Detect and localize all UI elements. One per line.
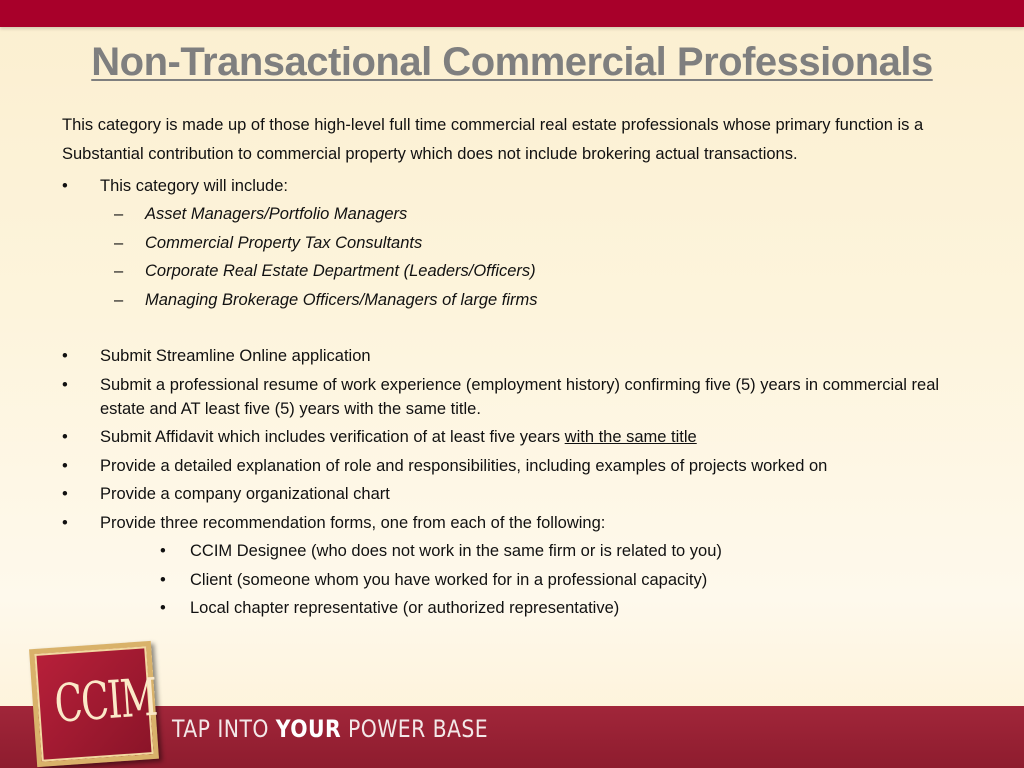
recommendation-item (62, 596, 942, 620)
intro-paragraph: This category is made up of those high-level full time commercial real estate professionals whose primary function is a Substantial contribution to commercial property which does not include brokering actual transactions. (62, 116, 924, 163)
requirement-item (62, 344, 942, 368)
dash-icon: – (114, 290, 124, 309)
requirement-label: Submit a professional resume of work experience (employment history) confirming five (5) years in commercial real estate and AT least five (5) years with the same title. (100, 375, 940, 418)
requirement-label: Provide a detailed explanation of role and responsibilities, including examples of projects worked on (100, 456, 828, 475)
ccim-logo (29, 641, 159, 767)
role-item (62, 288, 942, 312)
bullet-icon: • (62, 428, 68, 446)
slide-body (62, 111, 942, 620)
affidavit-emphasis: with the same title (564, 428, 697, 446)
requirement-item (62, 425, 942, 449)
requirement-item (62, 511, 942, 535)
bullet-icon: • (62, 485, 68, 503)
bullet-icon: • (62, 176, 68, 195)
list-item-category (62, 174, 942, 198)
role-label: Managing Brokerage Officers/Managers of large firms (145, 290, 538, 309)
tagline-bold: YOUR (275, 715, 342, 743)
requirement-item (62, 482, 942, 506)
bullet-icon: • (160, 570, 166, 589)
main-list (62, 174, 942, 621)
role-label: Commercial Property Tax Consultants (145, 233, 423, 252)
dash-icon: – (114, 205, 124, 223)
requirement-item (62, 454, 942, 478)
recommendation-item (62, 568, 942, 592)
role-item (62, 259, 942, 283)
requirement-item (62, 373, 942, 421)
requirement-label: Provide three recommendation forms, one from each of the following: (100, 513, 606, 532)
bullet-icon: • (62, 513, 68, 532)
role-item (62, 231, 942, 255)
tagline-end: POWER BASE (341, 715, 489, 743)
dash-icon: – (114, 233, 124, 252)
bullet-icon: • (160, 542, 166, 560)
top-accent-bar (0, 0, 1024, 27)
tagline-start: TAP INTO (172, 715, 276, 743)
footer-tagline (172, 715, 488, 743)
list-spacer (62, 312, 942, 340)
role-label: Corporate Real Estate Department (Leaders/Officers) (145, 262, 536, 280)
requirement-label: Submit Streamline Online application (100, 347, 371, 365)
requirement-label: Provide a company organizational chart (100, 485, 390, 503)
logo-text: CCIM (52, 667, 159, 735)
role-item (62, 202, 942, 226)
role-label: Asset Managers/Portfolio Managers (145, 205, 408, 223)
recommendation-label: CCIM Designee (who does not work in the same firm or is related to you) (190, 542, 722, 560)
bullet-icon: • (62, 456, 68, 475)
category-heading: This category will include: (100, 176, 288, 195)
dash-icon: – (114, 262, 124, 280)
bullet-icon: • (62, 375, 68, 394)
recommendation-label: Client (someone whom you have worked for in a professional capacity) (190, 570, 708, 589)
recommendation-item (62, 539, 942, 563)
slide-title: Non-Transactional Commercial Professionals (91, 40, 933, 84)
bullet-icon: • (62, 347, 68, 365)
requirement-label: Submit Affidavit which includes verification of at least five years (100, 428, 565, 446)
bullet-icon: • (160, 599, 166, 617)
recommendation-label: Local chapter representative (or authorized representative) (190, 599, 620, 617)
